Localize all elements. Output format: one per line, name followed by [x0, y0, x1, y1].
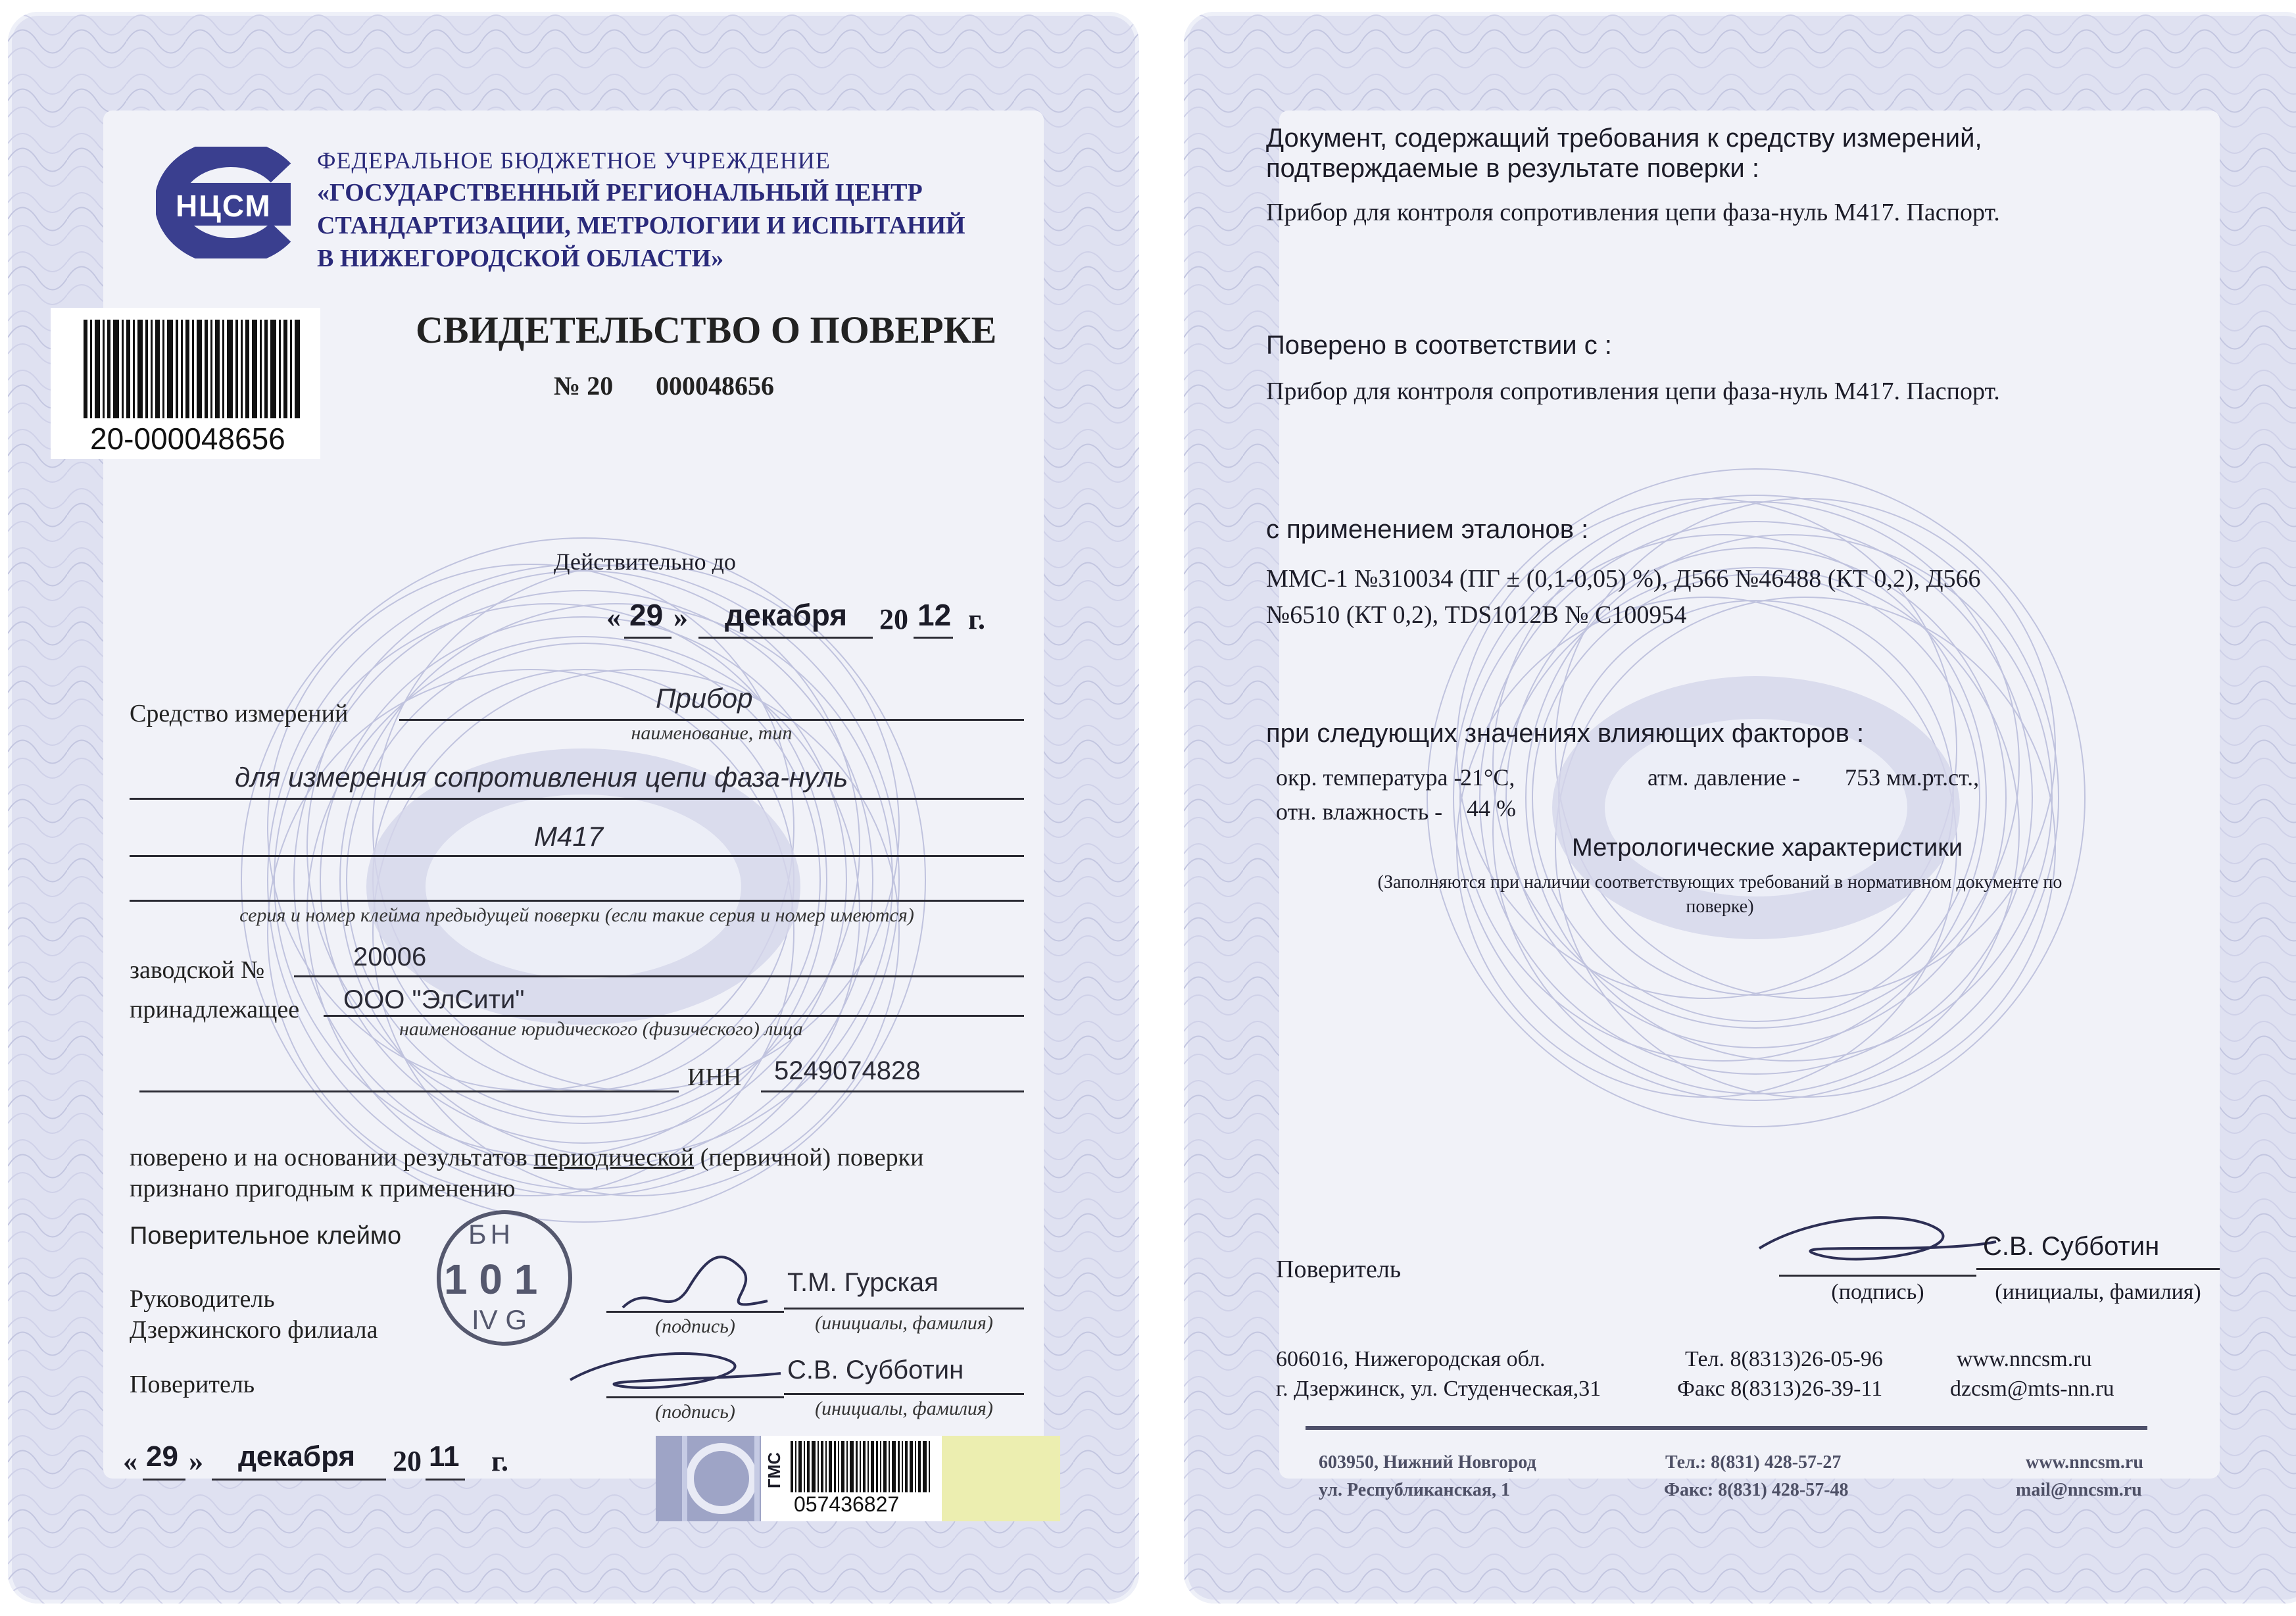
valid-until-label: Действительно до — [554, 549, 736, 575]
org-name-line2: «ГОСУДАРСТВЕННЫЙ РЕГИОНАЛЬНЫЙ ЦЕНТР — [317, 179, 923, 207]
standards-value-line2: №6510 (КТ 0,2), TDS1012B № C100954 — [1266, 601, 1687, 629]
serial-label: заводской № — [130, 956, 265, 984]
valid-until-month: декабря — [725, 598, 848, 632]
verifier-name: С.В. Субботин — [787, 1356, 964, 1384]
humidity-label: отн. влажность - — [1276, 798, 1443, 825]
issue-date-open-quote: « — [123, 1445, 137, 1477]
certificate-front-page — [8, 12, 1139, 1604]
result-text-pre: поверено и на основании результатов — [130, 1144, 527, 1171]
issue-date-day: 29 — [146, 1440, 178, 1473]
branch-email: dzcsm@mts-nn.ru — [1950, 1377, 2114, 1401]
footer-phone: Тел.: 8(831) 428-57-27 — [1665, 1452, 1842, 1473]
certificate-title: СВИДЕТЕЛЬСТВО О ПОВЕРКЕ — [416, 308, 997, 351]
head-name: Т.М. Гурская — [787, 1268, 939, 1297]
factors-label: при следующих значениях влияющих факторов : — [1266, 719, 1865, 748]
footer-divider — [1306, 1426, 2147, 1430]
footer-fax: Факс: 8(831) 428-57-48 — [1664, 1480, 1849, 1500]
valid-until-open-quote: « — [606, 601, 621, 633]
issue-date-month: декабря — [238, 1440, 356, 1473]
org-name-line1: ФЕДЕРАЛЬНОЕ БЮДЖЕТНОЕ УЧРЕЖДЕНИЕ — [317, 147, 831, 174]
inn-value: 5249074828 — [774, 1056, 921, 1085]
head-signature — [610, 1242, 781, 1327]
result-text-post: (первичной) поверки — [700, 1144, 924, 1171]
issue-date-close-quote: » — [189, 1445, 203, 1477]
instrument-type: для измерения сопротивления цепи фаза-нуль — [235, 762, 848, 793]
pressure-value: 753 мм.рт.ст., — [1845, 764, 1980, 791]
standards-label: с применением эталонов : — [1266, 515, 1589, 544]
issue-date-year-prefix: 20 — [393, 1445, 422, 1477]
humidity-value: 44 % — [1467, 795, 1516, 821]
verifier-sign-caption: (подпись) — [655, 1401, 735, 1423]
valid-until-year-unit: г. — [968, 603, 986, 635]
result-type-periodic: периодической — [533, 1144, 695, 1171]
barcode-number: 20-000048656 — [90, 422, 285, 456]
footer-email: mail@nncsm.ru — [2016, 1480, 2142, 1500]
branch-fax: Факс 8(8313)26-39-11 — [1677, 1377, 1883, 1401]
standards-value-line1: ММС-1 №310034 (ПГ ± (0,1-0,05) %), Д566 №46488 (КТ 0,2), Д566 — [1266, 565, 1981, 593]
gms-barcode-image — [791, 1441, 935, 1492]
instrument-model: М417 — [534, 821, 604, 852]
gms-label: ГМС — [764, 1452, 784, 1488]
instrument-name: Прибор — [656, 683, 753, 714]
stamp-top: БН — [468, 1219, 514, 1250]
issue-date-year-suffix: 11 — [429, 1440, 460, 1473]
org-name-line3: СТАНДАРТИЗАЦИИ, МЕТРОЛОГИИ И ИСПЫТАНИЙ — [317, 212, 965, 239]
serial-number: 20006 — [353, 943, 427, 971]
owner-caption: наименование юридического (физического) лица — [399, 1018, 803, 1040]
footer-address-line2: ул. Республиканская, 1 — [1319, 1480, 1510, 1500]
owner-name: ООО "ЭлСити" — [343, 985, 525, 1014]
certificate-back-page — [1184, 12, 2296, 1604]
footer-address-line1: 603950, Нижний Новгород — [1319, 1452, 1536, 1473]
temperature-label: окр. температура - — [1276, 764, 1462, 791]
verification-result-line2: признано пригодным к применению — [130, 1175, 516, 1202]
org-name-line4: В НИЖЕГОРОДСКОЙ ОБЛАСТИ» — [317, 245, 724, 272]
certificate-paper-area — [90, 110, 1044, 1479]
verifier-name-caption: (инициалы, фамилия) — [1995, 1280, 2201, 1304]
instrument-name-caption: наименование, тип — [631, 722, 793, 744]
stamp-label: Поверительное клеймо — [130, 1222, 402, 1250]
barcode-label — [51, 308, 320, 459]
footer-website: www.nncsm.ru — [2026, 1452, 2143, 1473]
doc-requirements-label-line1: Документ, содержащий требования к средству измерений, — [1266, 124, 1982, 153]
doc-requirements-value: Прибор для контроля сопротивления цепи фаза-нуль М417. Паспорт. — [1266, 199, 2000, 226]
metrological-note-line2: поверке) — [1686, 896, 1754, 917]
valid-until-year-prefix: 20 — [879, 603, 908, 635]
stamp-middle: 1 0 1 — [444, 1256, 538, 1303]
temperature-value: 21°C, — [1460, 764, 1515, 791]
instrument-label: Средство измерений — [130, 700, 349, 727]
verified-per-value: Прибор для контроля сопротивления цепи фаза-нуль М417. Паспорт. — [1266, 378, 2000, 405]
issue-date-year-unit: г. — [491, 1445, 509, 1477]
pressure-label: атм. давление - — [1648, 764, 1800, 791]
gms-barcode-number: 057436827 — [794, 1492, 900, 1516]
metrological-note-line1: (Заполняются при наличии соответствующих требований в нормативном документе по — [1377, 872, 2063, 893]
previous-mark-caption: серия и номер клейма предыдущей поверки (если такие серия и номер имеются) — [239, 904, 914, 926]
branch-address-line2: г. Дзержинск, ул. Студенческая,31 — [1276, 1377, 1601, 1401]
certificate-number-prefix: № 20 — [554, 371, 614, 401]
head-sign-caption: (подпись) — [655, 1315, 735, 1337]
owner-label: принадлежащее — [130, 996, 300, 1023]
doc-requirements-label-line2: подтверждаемые в результате поверки : — [1266, 154, 1759, 183]
valid-until-day: 29 — [629, 598, 664, 632]
head-label-line2: Дзержинского филиала — [130, 1316, 378, 1344]
head-label-line1: Руководитель — [130, 1285, 275, 1313]
branch-website: www.nncsm.ru — [1957, 1347, 2092, 1371]
verifier-name: С.В. Субботин — [1983, 1232, 2160, 1261]
branch-phone: Тел. 8(8313)26-05-96 — [1685, 1347, 1883, 1371]
metrological-characteristics-title: Метрологические характеристики — [1572, 834, 1963, 862]
verifier-name-caption: (инициалы, фамилия) — [815, 1398, 993, 1419]
gms-barcode-sticker — [761, 1436, 942, 1521]
verifier-label: Поверитель — [130, 1371, 255, 1398]
certificate-paper-area — [1266, 110, 2220, 1479]
barcode-image — [84, 320, 307, 418]
valid-until-close-quote: » — [673, 601, 688, 633]
inn-label: ИНН — [687, 1064, 742, 1091]
verifier-label: Поверитель — [1276, 1256, 1402, 1283]
ncsm-logo-text: НЦСМ — [176, 189, 272, 223]
branch-address-line1: 606016, Нижегородская обл. — [1276, 1347, 1546, 1371]
certificate-number: 000048656 — [656, 371, 774, 401]
head-name-caption: (инициалы, фамилия) — [815, 1312, 993, 1334]
valid-until-year-suffix: 12 — [917, 598, 952, 632]
verification-result-line1 — [130, 1143, 923, 1172]
verified-per-label: Поверено в соответствии с : — [1266, 331, 1612, 360]
verifier-sign-caption: (подпись) — [1831, 1280, 1924, 1304]
stamp-bottom: IV G — [472, 1304, 527, 1335]
yellow-hologram-patch — [942, 1436, 1060, 1521]
